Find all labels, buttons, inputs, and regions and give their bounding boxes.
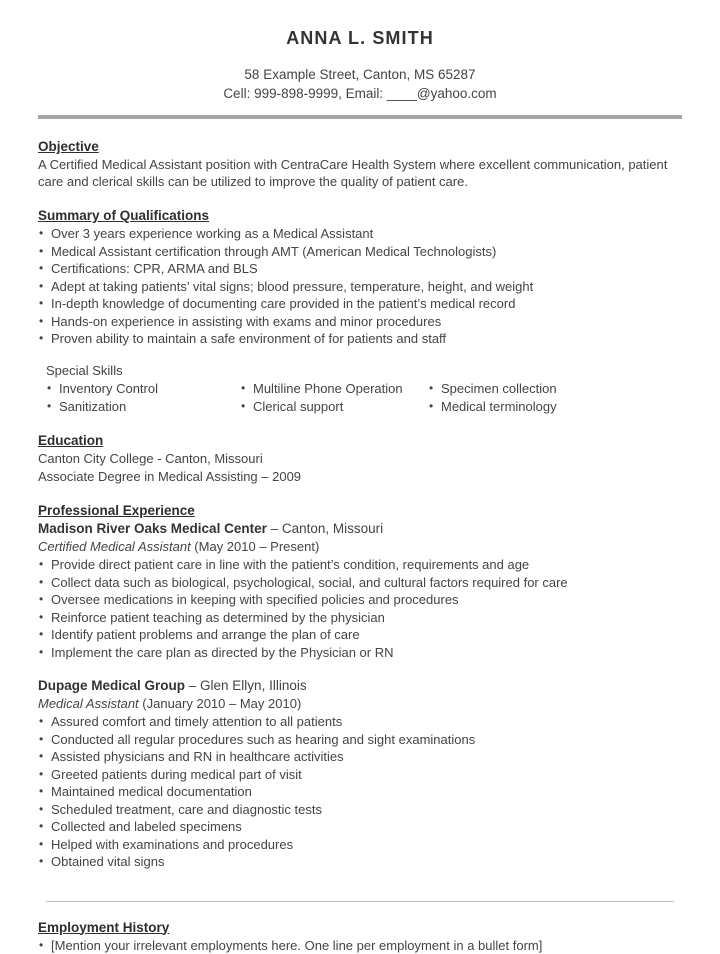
job-dates: (May 2010 – Present) (191, 539, 320, 554)
job-role: Medical Assistant (38, 696, 139, 711)
job-entry (38, 520, 682, 661)
list-item: • Implement the care plan as directed by the Physician or RN (38, 644, 682, 662)
list-item: • Collect data such as biological, psychological, social, and cultural factors required for care (38, 574, 682, 592)
section-employment-history (38, 920, 682, 954)
section-education (38, 433, 682, 485)
education-school: Canton City College - Canton, Missouri (38, 450, 682, 468)
candidate-name: ANNA L. SMITH (30, 28, 690, 49)
list-item: • Assured comfort and timely attention to all patients (38, 713, 682, 731)
list-item: • Specimen collection (428, 380, 557, 398)
job-entry (38, 677, 682, 871)
special-skills-label: Special Skills (46, 362, 682, 380)
list-item: • Hands-on experience in assisting with exams and minor procedures (38, 313, 682, 331)
objective-heading: Objective (38, 139, 682, 154)
list-item: • Multiline Phone Operation (240, 380, 428, 398)
job-title-line (38, 538, 682, 556)
special-skills-block (38, 362, 682, 416)
employment-history-heading: Employment History (38, 920, 682, 935)
footer-divider-wrapper (38, 901, 682, 902)
job-dates: (January 2010 – May 2010) (139, 696, 302, 711)
list-item: • Conducted all regular procedures such as hearing and sight examinations (38, 731, 682, 749)
job-company-location: – Canton, Missouri (267, 521, 383, 536)
candidate-contact: Cell: 999-898-9999, Email: ____@yahoo.com (30, 84, 690, 103)
list-item: • Over 3 years experience working as a Medical Assistant (38, 225, 682, 243)
qualifications-list (38, 225, 682, 348)
list-item: • Proven ability to maintain a safe environment of for patients and staff (38, 330, 682, 348)
job-role: Certified Medical Assistant (38, 539, 191, 554)
special-skills-columns (46, 380, 682, 415)
list-item: • Medical Assistant certification through AMT (American Medical Technologists) (38, 243, 682, 261)
list-item: • Reinforce patient teaching as determined by the physician (38, 609, 682, 627)
education-degree: Associate Degree in Medical Assisting – 2009 (38, 468, 682, 486)
list-item: • Sanitization (46, 398, 240, 416)
special-skills-column-1 (46, 380, 240, 415)
job-duties-list (38, 713, 682, 871)
list-item: • Clerical support (240, 398, 428, 416)
employment-history-list (38, 937, 682, 954)
candidate-address: 58 Example Street, Canton, MS 65287 (30, 65, 690, 84)
list-item: • Oversee medications in keeping with specified policies and procedures (38, 591, 682, 609)
job-company-line (38, 677, 682, 695)
list-item: • Assisted physicians and RN in healthcare activities (38, 748, 682, 766)
section-qualifications (38, 208, 682, 415)
list-item: • In-depth knowledge of documenting care provided in the patient’s medical record (38, 295, 682, 313)
list-item: • Maintained medical documentation (38, 783, 682, 801)
list-item: • Inventory Control (46, 380, 240, 398)
list-item: • Provide direct patient care in line with the patient’s condition, requirements and age (38, 556, 682, 574)
footer-divider (46, 901, 674, 902)
list-item: • [Mention your irrelevant employments here. One line per employment in a bullet form] (38, 937, 682, 954)
experience-heading: Professional Experience (38, 503, 682, 518)
job-company-name: Madison River Oaks Medical Center (38, 521, 267, 536)
qualifications-heading: Summary of Qualifications (38, 208, 682, 223)
list-item: • Helped with examinations and procedures (38, 836, 682, 854)
resume-body (30, 139, 690, 954)
header-divider (38, 115, 682, 119)
job-company-line (38, 520, 682, 538)
objective-text: A Certified Medical Assistant position with CentraCare Health System where excellent communication, patient care and clerical skills can be utilized to improve the quality of patient care. (38, 156, 682, 190)
list-item: • Scheduled treatment, care and diagnostic tests (38, 801, 682, 819)
section-objective (38, 139, 682, 190)
education-heading: Education (38, 433, 682, 448)
list-item: • Adept at taking patients’ vital signs; blood pressure, temperature, height, and weight (38, 278, 682, 296)
job-title-line (38, 695, 682, 713)
resume-header (30, 0, 690, 103)
job-duties-list (38, 556, 682, 661)
list-item: • Obtained vital signs (38, 853, 682, 871)
section-experience (38, 503, 682, 871)
special-skills-column-2 (240, 380, 428, 415)
list-item: • Medical terminology (428, 398, 557, 416)
list-item: • Greeted patients during medical part of visit (38, 766, 682, 784)
job-company-location: – Glen Ellyn, Illinois (185, 678, 307, 693)
special-skills-column-3 (428, 380, 557, 415)
list-item: • Certifications: CPR, ARMA and BLS (38, 260, 682, 278)
list-item: • Collected and labeled specimens (38, 818, 682, 836)
list-item: • Identify patient problems and arrange the plan of care (38, 626, 682, 644)
job-company-name: Dupage Medical Group (38, 678, 185, 693)
